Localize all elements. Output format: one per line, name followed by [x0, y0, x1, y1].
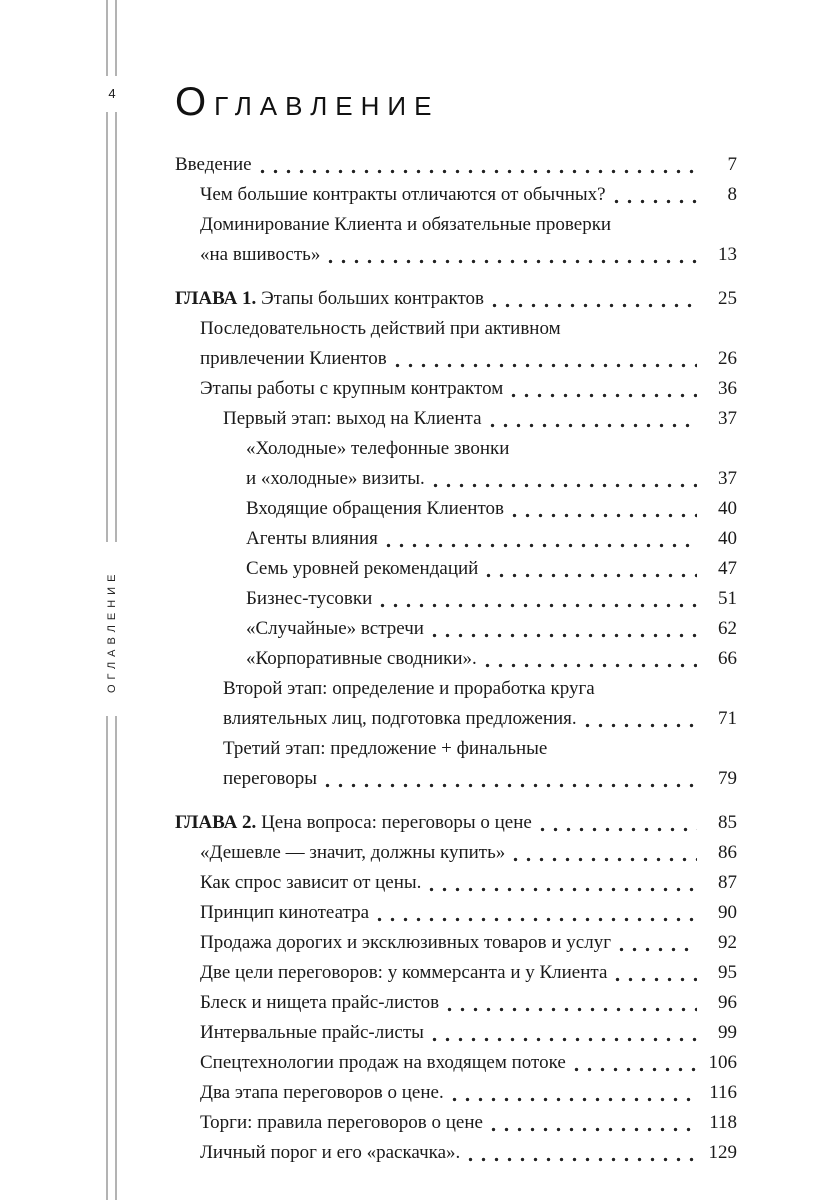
dot-leader	[433, 483, 697, 488]
toc-page-number: 92	[718, 932, 737, 953]
toc-entry-text: Доминирование Клиента и обязательные проверки	[200, 214, 612, 235]
toc-page-number: 99	[718, 1022, 737, 1043]
toc-entry-text: Второй этап: определение и проработка круга	[223, 678, 595, 699]
toc-entry-line	[200, 928, 737, 958]
dot-leader	[468, 1157, 697, 1162]
dot-leader	[585, 723, 697, 728]
toc-entry-line	[246, 434, 737, 464]
toc-entry-text: ГЛАВА 2. Цена вопроса: переговоры о цене	[175, 812, 532, 833]
dot-leader	[395, 363, 697, 368]
toc-page-number: 7	[727, 154, 737, 175]
toc-entry	[175, 734, 737, 794]
toc-entry-text: Торги: правила переговоров о цене	[200, 1112, 483, 1133]
toc-entry-text: Первый этап: выход на Клиента	[223, 408, 482, 429]
toc-entry	[175, 554, 737, 584]
toc-entry-line	[200, 958, 737, 988]
dot-leader	[615, 977, 697, 982]
margin-double-rule-bottom	[106, 716, 117, 1200]
toc-entry-text: Этапы работы с крупным контрактом	[200, 378, 504, 399]
dot-leader	[540, 827, 697, 832]
toc-entry	[175, 1108, 737, 1138]
toc-entry-line	[246, 554, 737, 584]
toc-entry	[175, 644, 737, 674]
toc-entry-line	[246, 644, 737, 674]
dot-leader	[380, 603, 697, 608]
toc-entry-text: и «холодные» визиты.	[246, 468, 425, 489]
toc-page-number: 90	[718, 902, 737, 923]
chapter-prefix: ГЛАВА 2.	[175, 812, 262, 833]
toc-page-number: 8	[727, 184, 737, 205]
toc-entry-text: Спецтехнологии продаж на входящем потоке	[200, 1052, 566, 1073]
dot-leader	[328, 259, 697, 264]
toc-entry-text: Входящие обращения Клиентов	[246, 498, 504, 519]
toc-entry-text: привлечении Клиентов	[200, 348, 387, 369]
toc-page-number: 79	[718, 768, 737, 789]
toc-page-number: 95	[718, 962, 737, 983]
toc-entry-text: «Дешевле — значит, должны купить»	[200, 842, 506, 863]
toc-entry	[175, 434, 737, 494]
toc-entry	[175, 1078, 737, 1108]
chapter-prefix: ГЛАВА 1.	[175, 288, 262, 309]
toc-entry-line	[223, 404, 737, 434]
toc-entry	[175, 374, 737, 404]
toc-entry	[175, 284, 737, 314]
dot-leader	[512, 513, 697, 518]
toc-entry-line	[175, 284, 737, 314]
toc-page-number: 51	[718, 588, 737, 609]
toc-entry-line	[200, 314, 737, 344]
toc-page-number: 40	[718, 498, 737, 519]
toc-entry-text: Два этапа переговоров о цене.	[200, 1082, 444, 1103]
toc-entry-text: Третий этап: предложение + финальные	[223, 738, 548, 759]
toc-entry	[175, 1018, 737, 1048]
toc-entry-text: Интервальные прайс-листы	[200, 1022, 424, 1043]
toc-entry-text: переговоры	[223, 768, 317, 789]
dot-leader	[486, 573, 697, 578]
dot-leader	[325, 783, 697, 788]
dot-leader	[491, 1127, 697, 1132]
toc-page-number: 96	[718, 992, 737, 1013]
toc-entry-line	[223, 674, 737, 704]
toc-entry	[175, 958, 737, 988]
dot-leader	[452, 1097, 697, 1102]
dot-leader	[619, 947, 697, 952]
toc-entry-line	[200, 374, 737, 404]
content-column	[175, 78, 737, 1168]
toc-entry-line	[246, 584, 737, 614]
toc-page-number: 13	[718, 244, 737, 265]
toc-page-number: 66	[718, 648, 737, 669]
toc-entry-text: Последовательность действий при активном	[200, 318, 561, 339]
toc-entry-text: Семь уровней рекомендаций	[246, 558, 479, 579]
toc-page-number: 86	[718, 842, 737, 863]
dot-leader	[386, 543, 697, 548]
toc-entry-text: Принцип кинотеатра	[200, 902, 370, 923]
toc-page-number: 47	[718, 558, 737, 579]
toc-entry	[175, 584, 737, 614]
toc-entry	[175, 150, 737, 180]
toc-page-number: 25	[718, 288, 737, 309]
dot-leader	[574, 1067, 697, 1072]
toc-page-number: 87	[718, 872, 737, 893]
toc-entry-text: влиятельных лиц, подготовка предложения.	[223, 708, 577, 729]
toc-entry-line	[200, 240, 737, 270]
toc-entry	[175, 928, 737, 958]
toc-page-number: 116	[709, 1082, 737, 1103]
dot-leader	[432, 633, 697, 638]
dot-leader	[513, 857, 697, 862]
toc-entry	[175, 838, 737, 868]
toc-entry-line	[200, 210, 737, 240]
toc-page-number: 40	[718, 528, 737, 549]
toc-entry	[175, 180, 737, 210]
toc-entry-line	[200, 1138, 737, 1168]
toc-entry	[175, 1048, 737, 1078]
toc-entry-line	[246, 524, 737, 554]
toc-entry-line	[246, 464, 737, 494]
page-title: ОГЛАВЛЕНИЕ	[175, 80, 440, 124]
toc-entry-text: Две цели переговоров: у коммерсанта и у Клиента	[200, 962, 608, 983]
toc-page-number: 26	[718, 348, 737, 369]
toc-entry-text: Бизнес-тусовки	[246, 588, 373, 609]
margin-double-rule-top	[106, 0, 117, 76]
toc-entry-text: Как спрос зависит от цены.	[200, 872, 422, 893]
toc-page-number: 71	[718, 708, 737, 729]
toc-entry	[175, 674, 737, 734]
toc-entry	[175, 614, 737, 644]
toc-entry-line	[175, 808, 737, 838]
toc-entry-line	[200, 868, 737, 898]
toc-entry	[175, 898, 737, 928]
dot-leader	[429, 887, 697, 892]
toc-entry-text: Личный порог и его «раскачка».	[200, 1142, 461, 1163]
toc-page-number: 106	[708, 1052, 737, 1073]
margin-double-rule-middle	[106, 112, 117, 542]
toc-entry-line	[200, 1078, 737, 1108]
toc-page-number: 85	[718, 812, 737, 833]
page-number-folio: 4	[108, 86, 116, 101]
toc-entry	[175, 1138, 737, 1168]
dot-leader	[511, 393, 697, 398]
dot-leader	[614, 199, 697, 204]
toc-entry	[175, 868, 737, 898]
toc-entry-text: «на вшивость»	[200, 244, 321, 265]
toc-entry	[175, 404, 737, 434]
toc-entry	[175, 988, 737, 1018]
toc-entry	[175, 808, 737, 838]
toc-entry-text: Блеск и нищета прайс-листов	[200, 992, 440, 1013]
toc-entry-text: «Корпоративные сводники».	[246, 648, 477, 669]
toc-entry-text: ГЛАВА 1. Этапы больших контрактов	[175, 288, 485, 309]
toc-entry	[175, 314, 737, 374]
toc-list	[175, 150, 737, 1168]
toc-page-number: 37	[718, 468, 737, 489]
toc-entry-line	[200, 1018, 737, 1048]
toc-entry-line	[246, 614, 737, 644]
toc-entry-line	[200, 1048, 737, 1078]
toc-entry-text: Чем большие контракты отличаются от обычных?	[200, 184, 606, 205]
toc-entry	[175, 210, 737, 270]
toc-entry	[175, 494, 737, 524]
toc-page-number: 118	[709, 1112, 737, 1133]
sidebar-rotated-label: ОГЛАВЛЕНИЕ	[106, 569, 118, 693]
toc-entry-line	[200, 838, 737, 868]
toc-page-number: 129	[708, 1142, 737, 1163]
toc-entry-text: «Холодные» телефонные звонки	[246, 438, 510, 459]
toc-entry-line	[200, 1108, 737, 1138]
toc-page-number: 37	[718, 408, 737, 429]
toc-entry-text: «Случайные» встречи	[246, 618, 424, 639]
dot-leader	[485, 663, 697, 668]
toc-entry-text: Введение	[175, 154, 252, 175]
dot-leader	[490, 423, 697, 428]
toc-page-number: 62	[718, 618, 737, 639]
toc-entry-line	[246, 494, 737, 524]
toc-entry-text: Продажа дорогих и эксклюзивных товаров и услуг	[200, 932, 612, 953]
toc-entry-line	[200, 988, 737, 1018]
toc-entry-line	[223, 734, 737, 764]
toc-entry-line	[200, 344, 737, 374]
toc-entry-text: Агенты влияния	[246, 528, 378, 549]
toc-entry-line	[200, 180, 737, 210]
toc-entry-line	[223, 764, 737, 794]
dot-leader	[492, 303, 697, 308]
toc-entry-line	[223, 704, 737, 734]
toc-entry-line	[200, 898, 737, 928]
toc-entry	[175, 524, 737, 554]
dot-leader	[432, 1037, 697, 1042]
dot-leader	[260, 169, 697, 174]
dot-leader	[447, 1007, 697, 1012]
dot-leader	[377, 917, 697, 922]
toc-entry-line	[175, 150, 737, 180]
toc-page-number: 36	[718, 378, 737, 399]
